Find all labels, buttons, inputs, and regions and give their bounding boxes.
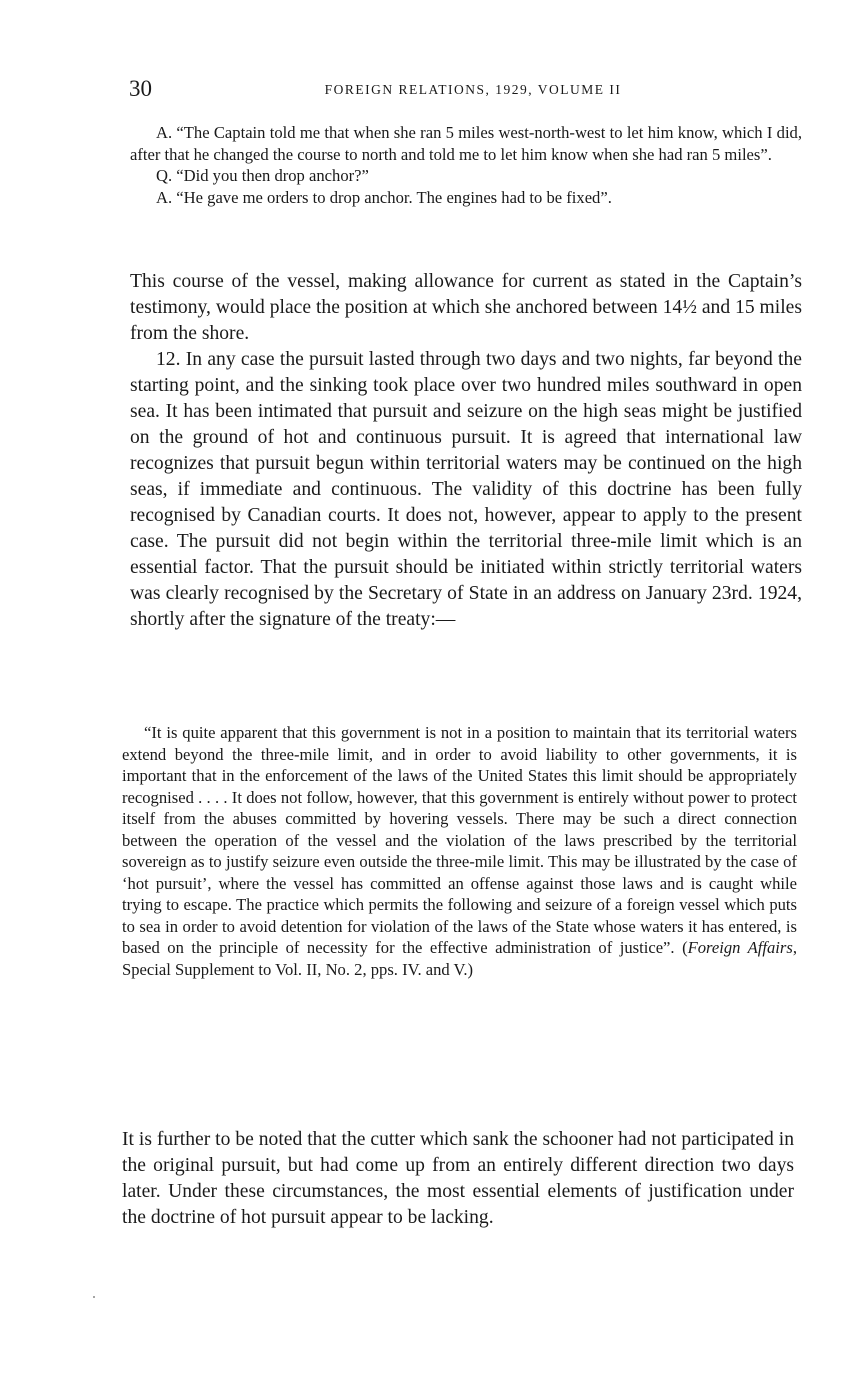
running-head: FOREIGN RELATIONS, 1929, VOLUME II — [324, 82, 622, 97]
testimony-answer-2: A. “He gave me orders to drop anchor. The engines had to be fixed”. — [156, 187, 612, 207]
testimony-answer-1: A. “The Captain told me that when she ran 5 miles west-north-west to let him know, which I did, after that he changed the course to north and told me to let him know when she had ran 5 miles”. — [130, 123, 802, 164]
page-speck — [93, 1296, 95, 1298]
page-number: 30 — [129, 76, 152, 101]
quote-cite-rest: , Special Supplement to Vol. II, No. 2, pps. IV. and V.) — [122, 938, 797, 979]
paragraph-course: This course of the vessel, making allowance for current as stated in the Captain’s testimony, would place the position at which she anchored between 14½ and 15 miles from the shore. — [130, 271, 802, 344]
quote-cite-open: ( — [682, 938, 688, 957]
quote-cite-title: Foreign Affairs — [687, 938, 793, 957]
testimony-block — [130, 122, 802, 208]
page-header — [129, 76, 801, 104]
paragraph-12: 12. In any case the pursuit lasted through two days and two nights, far beyond the starting point, and the sinking took place over two hundred miles southward in open sea. It has been intimated that pursuit and seizure on the high seas might be justified on the ground of hot and continuous pursuit. It is agreed that international law recognizes that pursuit begun within territorial waters may be continued on the high seas, if immediate and continuous. The validity of this doctrine has been fully recognised by Canadian courts. It does not, however, appear to apply to the present case. The pursuit did not begin within the territorial three-mile limit which is an essential factor. That the pursuit should be initiated within strictly territorial waters was clearly recognised by the Secretary of State in an address on January 23rd. 1924, shortly after the signature of the treaty:— — [130, 349, 802, 630]
block-quote — [122, 722, 797, 980]
testimony-question: Q. “Did you then drop anchor?” — [156, 166, 369, 185]
paragraph-further: It is further to be noted that the cutter which sank the schooner had not participated in the original pursuit, but had come up from an entirely different direction two days later. Under these circumstances, the most essential elements of justification under the doctrine of hot pursuit appear to be lacking. — [122, 1129, 794, 1228]
quote-body: “It is quite apparent that this government is not in a position to maintain that its territorial waters extend beyond the three-mile limit, and in order to avoid liability to other governments, it is important that in the enforcement of the laws of the United States this limit should be appropriately recognised . . . . It does not follow, however, that this government is entirely without power to protect itself from the abuses committed by hovering vessels. There may be such a direct connection between the operation of the vessel and the violation of the laws prescribed by the territorial sovereign as to justify seizure even outside the three-mile limit. This may be illustrated by the case of ‘hot pursuit’, where the vessel has committed an offense against those laws and is caught while trying to escape. The practice which permits the following and seizure of a foreign vessel which puts to sea in order to avoid detention for violation of the laws of the State whose waters it has entered, is based on the principle of necessity for the effective administration of justice”. — [122, 723, 797, 957]
